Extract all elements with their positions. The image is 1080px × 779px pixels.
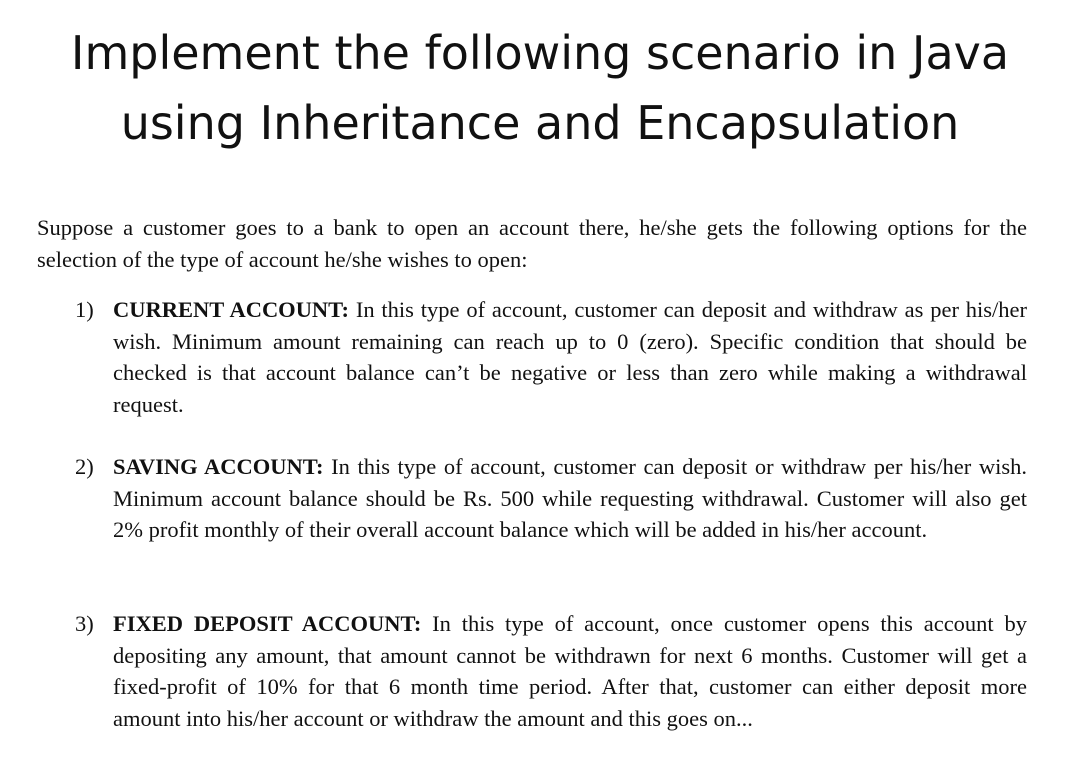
list-item-heading: CURRENT ACCOUNT: <box>113 297 350 322</box>
slide-title-line-1: Implement the following scenario in Java <box>70 26 1010 80</box>
list-item-description: In this type of account, customer can deposit or withdraw per his/her wish. Minimum account balance should be Rs. 500 while requesting withdrawal. Customer will also get 2% profit monthly of their overall account balance which will be added in his/her account. <box>113 454 1027 542</box>
intro-paragraph: Suppose a customer goes to a bank to open an account there, he/she gets the following options for the selection of the type of account he/she wishes to open: <box>37 215 1027 272</box>
list-item-description: In this type of account, once customer opens this account by depositing any amount, that amount cannot be withdrawn for next 6 months. Customer will get a fixed-profit of 10% for that 6 month time period. After that, customer can either deposit more amount into his/her account or withdraw the amount and this goes on... <box>113 611 1027 731</box>
list-item-fixed-deposit-account <box>75 608 1027 734</box>
list-item-body <box>113 608 1027 734</box>
list-item-description: In this type of account, customer can deposit and withdraw as per his/her wish. Minimum amount remaining can reach up to 0 (zero). Specific condition that should be checked is that account balance can’t be negative or less than zero while making a withdrawal request. <box>113 297 1028 417</box>
list-item-heading: SAVING ACCOUNT: <box>113 454 324 479</box>
list-item-number: 2) <box>75 454 94 479</box>
list-item-number: 3) <box>75 611 94 636</box>
list-item-number: 1) <box>75 297 94 322</box>
slide-title-line-2: using Inheritance and Encapsulation <box>120 96 960 150</box>
slide-title <box>20 18 1060 158</box>
list-item-heading: FIXED DEPOSIT ACCOUNT: <box>113 611 422 636</box>
list-item-body <box>113 451 1027 546</box>
list-item-saving-account <box>75 451 1027 546</box>
list-item-current-account <box>75 294 1027 420</box>
list-item-body <box>113 294 1027 420</box>
